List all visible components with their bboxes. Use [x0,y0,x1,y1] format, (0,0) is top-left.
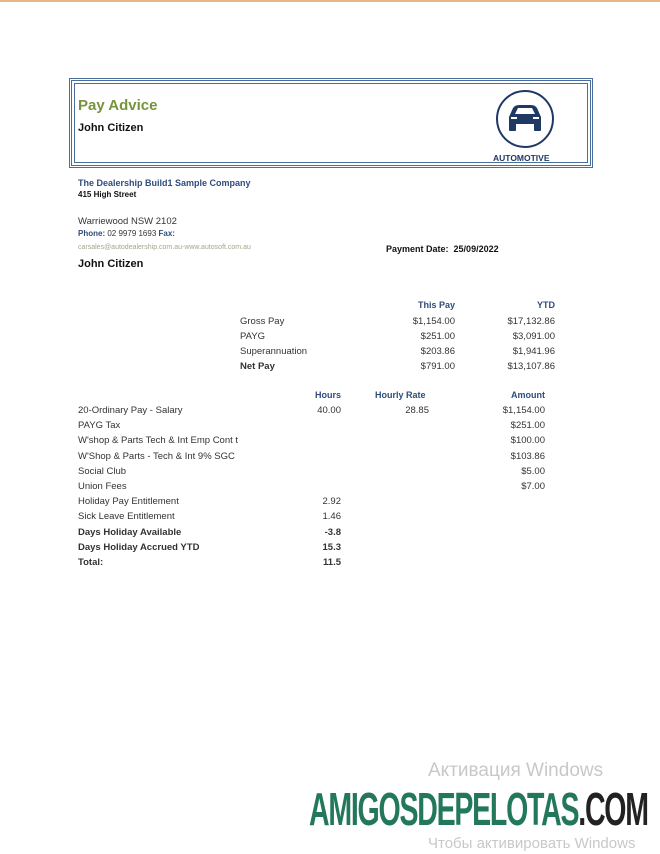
company-phone-line [78,229,175,238]
details-row-hours [281,481,341,495]
details-row-rate [369,527,429,541]
summary-row-label: Superannuation [240,346,308,357]
payment-date-label: Payment Date: [386,244,449,254]
summary-row-this-pay: $1,154.00 [412,316,455,327]
details-row-rate [369,481,429,495]
company-street: 415 High Street [78,190,137,199]
details-row-rate [369,496,429,510]
details-row-amount: $7.00 [521,481,545,492]
details-row-label: Social Club [78,465,127,477]
details-row-rate [369,466,429,480]
details-row-label: Days Holiday Accrued YTD [78,541,200,553]
phone-label: Phone: [78,229,106,238]
details-row-hours: 2.92 [322,496,341,508]
summary-row-this-pay: $791.00 [420,361,455,372]
details-row-amount: $103.86 [510,450,545,462]
watermark-logo [309,783,648,835]
logo-text: AUTOMOTIVE [493,153,550,163]
details-row-rate [369,557,429,571]
details-row-amount [445,511,545,525]
details-row-amount: $100.00 [510,435,545,447]
company-name: The Dealership Build1 Sample Company [78,178,251,188]
details-row-label: W'shop & Parts Tech & Int Emp Cont t [78,435,239,447]
details-row-hours [281,451,341,465]
details-row-hours: -3.8 [324,526,341,538]
activation-text: Чтобы активировать Windows [428,835,636,852]
fax-label: Fax: [158,229,175,238]
details-row-label: Sick Leave Entitlement [78,511,175,523]
details-row-rate: 28.85 [405,405,429,416]
details-row-rate [369,511,429,525]
details-row-hours: 1.46 [322,511,341,523]
activation-title: Активация Windows [428,760,604,781]
details-row-label: Union Fees [78,481,127,492]
details-row-amount: $251.00 [510,420,545,432]
details-row-rate [369,451,429,465]
car-logo-icon [493,90,557,150]
details-row-hours: 11.5 [323,557,341,568]
details-row-hours: 15.3 [322,541,341,553]
summary-row-ytd: $3,091.00 [512,331,555,342]
details-row-hours [281,435,341,449]
company-web: carsales@autodealership.com.au-www.autosoft.com.au [78,244,251,251]
top-border [0,0,660,2]
summary-row-ytd: $1,941.96 [512,346,555,357]
page-title: Pay Advice [78,97,158,114]
summary-row-this-pay: $251.00 [420,331,455,342]
summary-row-label: PAYG [240,331,265,342]
details-row-amount [445,557,545,571]
summary-row-ytd: $13,107.86 [507,361,555,372]
details-header-rate: Hourly Rate [375,390,426,400]
company-city: Warriewood NSW 2102 [78,216,177,227]
header-employee-name: John Citizen [78,122,144,134]
details-row-label: Total: [78,557,104,568]
details-row-label: PAYG Tax [78,420,121,432]
details-row-hours [281,420,341,434]
payment-date-value: 25/09/2022 [453,244,499,254]
details-row-rate [369,420,429,434]
details-row-label: Days Holiday Available [78,526,182,538]
payment-date [386,244,499,254]
details-row-amount [445,542,545,556]
summary-row-ytd: $17,132.86 [507,316,555,327]
summary-row-label: Net Pay [240,361,275,372]
recipient-name: John Citizen [78,258,144,270]
details-row-amount [445,527,545,541]
summary-header-this-pay: This Pay [417,300,455,310]
details-row-hours: 40.00 [317,405,341,416]
summary-row-label: Gross Pay [240,316,285,327]
watermark-tld: .COM [578,783,648,835]
details-row-rate [369,542,429,556]
details-row-hours [281,466,341,480]
details-row-label: W'Shop & Parts - Tech & Int 9% SGC [78,450,235,462]
watermark-site: AMIGOSDEPELOTAS [309,783,579,835]
details-row-rate [369,435,429,449]
details-row-label: Holiday Pay Entitlement [78,496,179,508]
details-header-amount: Amount [511,390,545,400]
details-header-hours: Hours [314,390,341,400]
phone-value: 02 9979 1693 [107,229,157,238]
details-row-label: 20-Ordinary Pay - Salary [78,405,183,416]
details-row-amount [445,496,545,510]
details-row-amount: $5.00 [521,465,545,477]
summary-header-ytd: YTD [537,300,555,310]
summary-row-this-pay: $203.86 [420,346,455,357]
details-row-amount: $1,154.00 [502,405,545,416]
